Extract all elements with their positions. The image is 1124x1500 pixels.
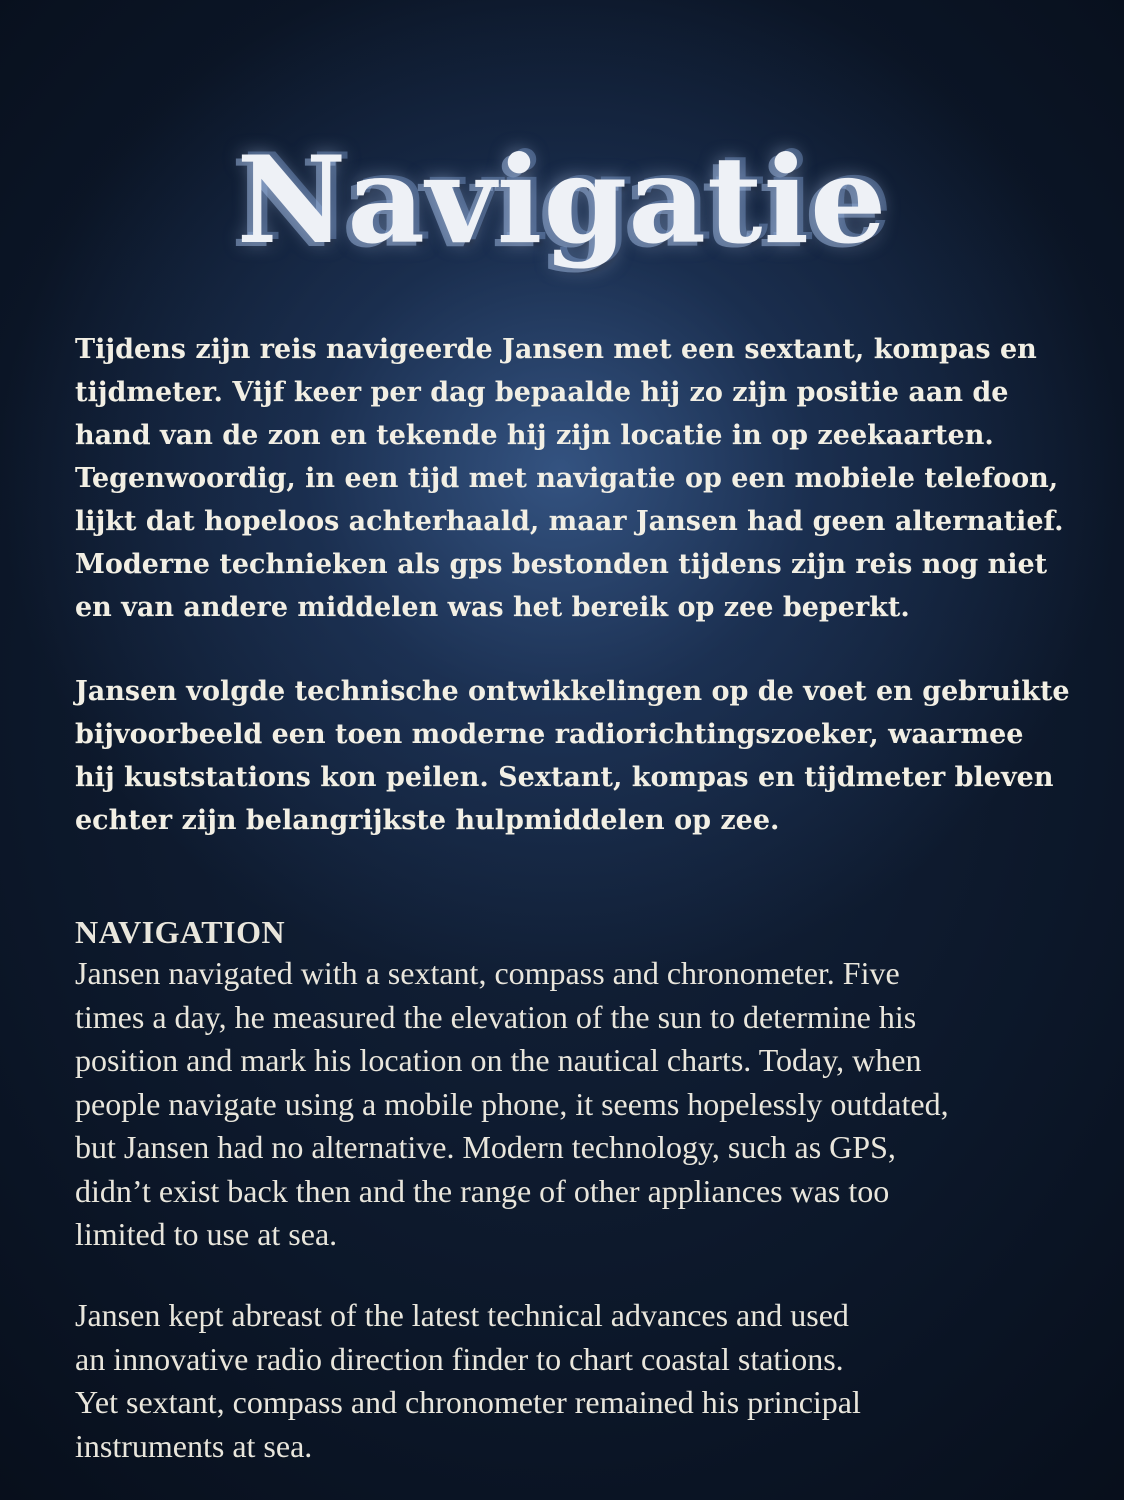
text-line: Jansen volgde technische ontwikkelingen op de voet en gebruikte [75,676,1070,707]
text-line: Tijdens zijn reis navigeerde Jansen met een sextant, kompas en [75,334,1037,365]
dutch-paragraph-2 [75,670,1075,842]
text-line: Jansen kept abreast of the latest technical advances and used [75,1297,849,1333]
text-line: an innovative radio direction finder to chart coastal stations. [75,1340,844,1377]
text-line: tijdmeter. Vijf keer per dag bepaalde hij zo zijn positie aan de [75,377,1009,408]
text-line: Jansen navigated with a sextant, compass and chronometer. Five [75,955,900,991]
text-line: limited to use at sea. [75,1216,338,1252]
text-line: position and mark his location on the nautical charts. Today, when [75,1042,922,1078]
text-line: lijkt dat hopeloos achterhaald, maar Jansen had geen alternatief. [75,506,1064,537]
text-line: bijvoorbeeld een toen moderne radiorichtingszoeker, waarmee [75,719,1024,750]
text-line: instruments at sea. [75,1427,313,1464]
dutch-paragraph-1 [75,328,1075,629]
text-line: en van andere middelen was het bereik op zee beperkt. [75,592,910,623]
text-line: echter zijn belangrijkste hulpmiddelen op zee. [75,805,780,836]
text-line: times a day, he measured the elevation of the sun to determine his [75,998,917,1035]
english-paragraph-1 [75,952,1075,1257]
english-heading: NAVIGATION [75,914,286,950]
english-paragraph-2 [75,1294,1075,1468]
panel-title: Navigatie [236,130,888,272]
text-line: but Jansen had no alternative. Modern technology, such as GPS, [75,1129,896,1165]
text-line: didn’t exist back then and the range of other appliances was too [75,1172,890,1209]
text-line: Tegenwoordig, in een tijd met navigatie op een mobiele telefoon, [75,463,1059,494]
text-line: people navigate using a mobile phone, it seems hopelessly outdated, [75,1085,949,1122]
text-line: Moderne technieken als gps bestonden tijdens zijn reis nog niet [75,549,1048,580]
text-line: Yet sextant, compass and chronometer remained his principal [75,1384,861,1420]
text-line: hij kuststations kon peilen. Sextant, kompas en tijdmeter bleven [75,762,1054,793]
text-line: hand van de zon en tekende hij zijn locatie in op zeekaarten. [75,420,994,451]
